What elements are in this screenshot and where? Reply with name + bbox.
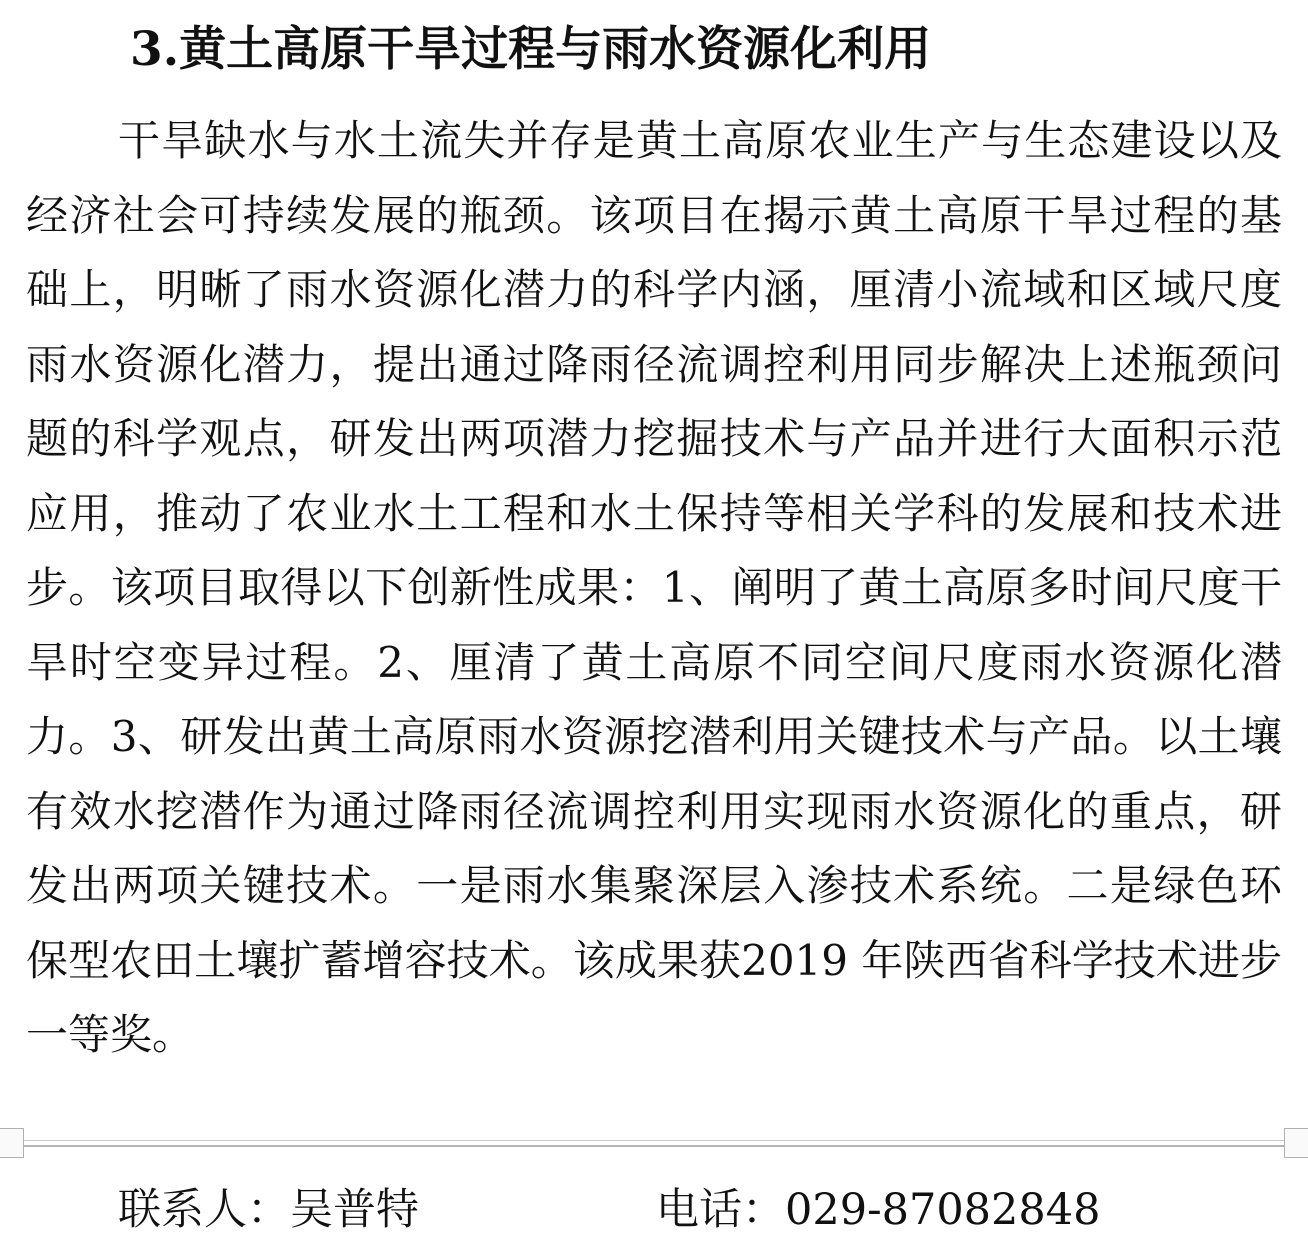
page-corner-left-marker: [0, 1128, 24, 1158]
contact-person: [118, 1180, 419, 1240]
page-break-separator: [0, 1126, 1308, 1162]
contact-label: 联系人：: [118, 1185, 290, 1235]
phone-label: 电话：: [656, 1185, 785, 1235]
contact-phone: [656, 1180, 1100, 1240]
phone-number: 029-87082848: [785, 1185, 1101, 1235]
page-break-line-top: [0, 1140, 1308, 1141]
contact-info: [0, 1180, 1308, 1240]
page-break-line-bottom: [0, 1145, 1308, 1147]
contact-name: 吴普特: [290, 1185, 419, 1235]
section-title: 3.黄土高原干旱过程与雨水资源化利用: [130, 22, 932, 77]
body-paragraph: 干旱缺水与水土流失并存是黄土高原农业生产与生态建设以及经济社会可持续发展的瓶颈。该项目在揭示黄土高原干旱过程的基础上，明晰了雨水资源化潜力的科学内涵，厘清小流域和区域尺度雨水资源化潜力，提出通过降雨径流调控利用同步解决上述瓶颈问题的科学观点，研发出两项潜力挖掘技术与产品并进行大面积示范应用，推动了农业水土工程和水土保持等相关学科的发展和技术进步。该项目取得以下创新性成果：1、阐明了黄土高原多时间尺度干旱时空变异过程。2、厘清了黄土高原不同空间尺度雨水资源化潜力。3、研发出黄土高原雨水资源挖潜利用关键技术与产品。以土壤有效水挖潜作为通过降雨径流调控利用实现雨水资源化的重点，研发出两项关键技术。一是雨水集聚深层入渗技术系统。二是绿色环保型农田土壤扩蓄增容技术。该成果获2019 年陕西省科学技术进步一等奖。: [26, 116, 1282, 1059]
page-corner-right-marker: [1284, 1128, 1308, 1158]
